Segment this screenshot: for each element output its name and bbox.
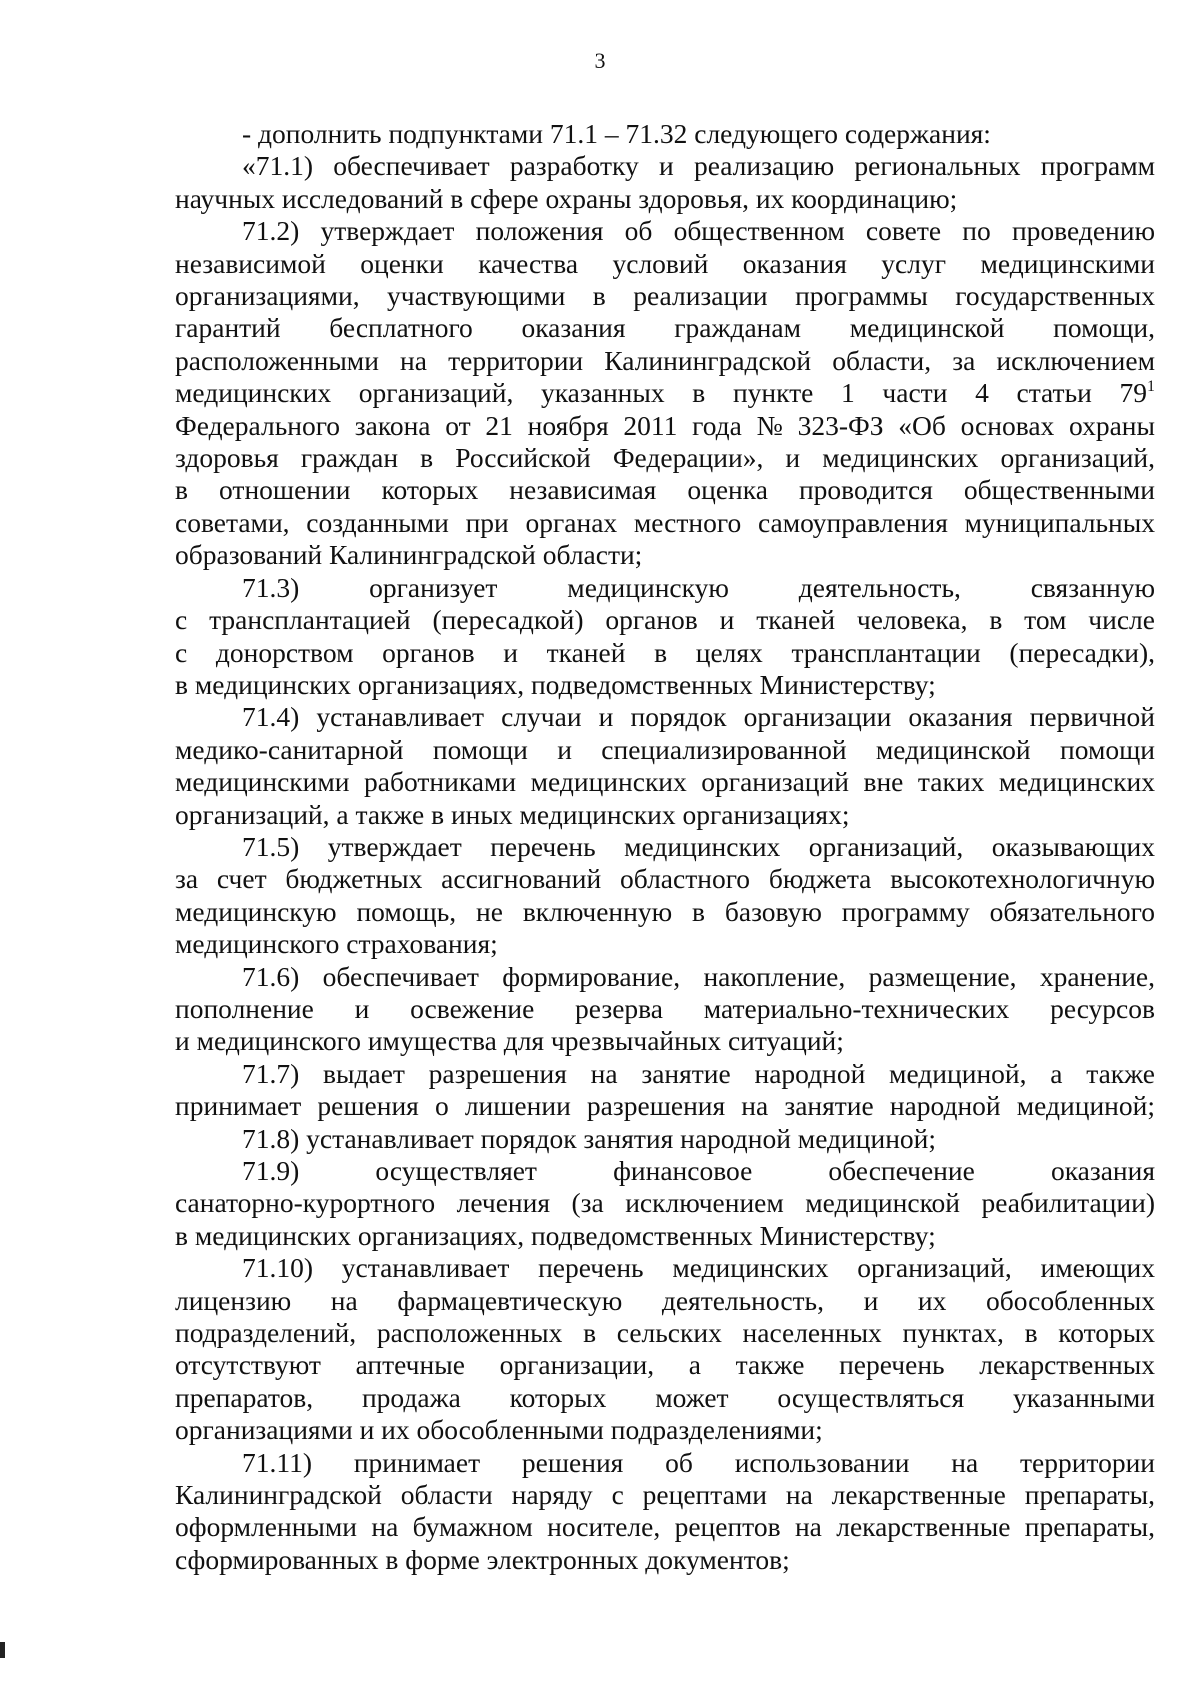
line-text: образований Калининградской области; [175, 539, 643, 571]
line-text: 71.10) устанавливает перечень медицинских организаций, имеющих [242, 1252, 1155, 1284]
line-text: 71.3) организует медицинскую деятельность, связанную [242, 571, 1155, 603]
text-line [175, 766, 1155, 798]
text-line [175, 345, 1155, 377]
text-line [175, 312, 1155, 344]
text-line [175, 701, 1155, 733]
line-text: препаратов, продажа которых может осуществляться указанными [175, 1381, 1155, 1413]
text-line [175, 442, 1155, 474]
line-text: санаторно-курортного лечения (за исключением медицинской реабилитации) [175, 1187, 1155, 1219]
text-line [175, 1479, 1155, 1511]
line-text: медико-санитарной помощи и специализированной медицинской помощи [175, 733, 1155, 765]
text-line [175, 215, 1155, 247]
line-text: 71.2) утверждает положения об общественном совете по проведению [242, 215, 1155, 247]
text-line [175, 1123, 1155, 1155]
line-text: с трансплантацией (пересадкой) органов и тканей человека, в том числе [175, 604, 1155, 636]
text-line [175, 410, 1155, 442]
page-number: 3 [594, 48, 606, 73]
text-line [175, 961, 1155, 993]
line-text: подразделений, расположенных в сельских населенных пунктах, в которых [175, 1317, 1155, 1349]
text-line [175, 928, 1155, 960]
line-text: 71.6) обеспечивает формирование, накопление, размещение, хранение, [242, 960, 1155, 992]
line-text: отсутствуют аптечные организации, а также перечень лекарственных [175, 1349, 1155, 1381]
line-text: организациями и их обособленными подразделениями; [175, 1414, 823, 1446]
text-line [175, 799, 1155, 831]
text-line [175, 1447, 1155, 1479]
text-line [175, 150, 1155, 182]
text-line [175, 604, 1155, 636]
line-text: Федерального закона от 21 ноября 2011 года № 323-ФЗ «Об основах охраны [175, 409, 1155, 441]
line-text: лицензию на фармацевтическую деятельность, и их обособленных [175, 1284, 1155, 1316]
line-text: медицинского страхования; [175, 928, 498, 960]
text-line [175, 474, 1155, 506]
line-text: и медицинского имущества для чрезвычайных ситуаций; [175, 1025, 844, 1057]
line-text: с донорством органов и тканей в целях трансплантации (пересадки), [175, 636, 1155, 668]
text-line [175, 831, 1155, 863]
text-line [175, 183, 1155, 215]
line-text: 71.4) устанавливает случаи и порядок организации оказания первичной [242, 701, 1155, 733]
line-text: советами, созданными при органах местного самоуправления муниципальных [175, 506, 1155, 538]
text-line [175, 637, 1155, 669]
text-line [175, 1025, 1155, 1057]
line-text: Калининградской области наряду с рецептами на лекарственные препараты, [175, 1479, 1155, 1511]
text-line [175, 669, 1155, 701]
text-line [175, 1382, 1155, 1414]
line-text: пополнение и освежение резерва материально-технических ресурсов [175, 992, 1155, 1024]
text-line [175, 1220, 1155, 1252]
line-text: организаций, а также в иных медицинских организациях; [175, 798, 850, 830]
line-text: оформленными на бумажном носителе, рецептов на лекарственные препараты, [175, 1511, 1155, 1543]
text-line [175, 1252, 1155, 1284]
line-text: расположенными на территории Калининградской области, за исключением [175, 344, 1155, 376]
line-text: - дополнить подпунктами 71.1 – 71.32 следующего содержания: [242, 118, 991, 149]
line-text: «71.1) обеспечивает разработку и реализацию региональных программ [242, 150, 1155, 182]
text-line [175, 1058, 1155, 1090]
text-line [175, 539, 1155, 571]
line-text: в медицинских организациях, подведомственных Министерству; [175, 668, 936, 700]
text-line [175, 118, 1155, 150]
text-line [175, 1414, 1155, 1446]
text-line [175, 896, 1155, 928]
text-line [175, 863, 1155, 895]
line-text: здоровья граждан в Российской Федерации», и медицинских организаций, [175, 442, 1155, 474]
text-line [175, 1544, 1155, 1576]
text-line [175, 993, 1155, 1025]
text-line [175, 280, 1155, 312]
line-text: медицинскую помощь, не включенную в базовую программу обязательного [175, 895, 1155, 927]
text-line [175, 1511, 1155, 1543]
line-text: 71.7) выдает разрешения на занятие народной медициной, а также [242, 1057, 1155, 1089]
line-text: в медицинских организациях, подведомственных Министерству; [175, 1219, 936, 1251]
text-line [175, 248, 1155, 280]
line-text: медицинских организаций, указанных в пункте 1 части 4 статьи 79 [175, 377, 1147, 409]
text-line [175, 1317, 1155, 1349]
line-text: научных исследований в сфере охраны здоровья, их координацию; [175, 182, 958, 214]
line-text: 71.5) утверждает перечень медицинских организаций, оказывающих [242, 830, 1155, 862]
line-text: 71.11) принимает решения об использовании на территории [242, 1446, 1155, 1478]
document-body [175, 118, 1155, 1576]
line-text: 71.9) осуществляет финансовое обеспечение оказания [242, 1155, 1155, 1186]
text-line [175, 1187, 1155, 1219]
line-text: гарантий бесплатного оказания гражданам медицинской помощи, [175, 312, 1155, 344]
line-text: за счет бюджетных ассигнований областного бюджета высокотехнологичную [175, 863, 1155, 895]
line-text: медицинскими работниками медицинских организаций вне таких медицинских [175, 766, 1155, 798]
text-line [175, 734, 1155, 766]
line-text: независимой оценки качества условий оказания услуг медицинскими [175, 247, 1155, 279]
line-text: организациями, участвующими в реализации программы государственных [175, 280, 1155, 312]
text-line [175, 1349, 1155, 1381]
text-line [175, 1155, 1155, 1187]
line-text: 71.8) устанавливает порядок занятия народной медициной; [242, 1122, 937, 1154]
line-text: принимает решения о лишении разрешения на занятие народной медициной; [175, 1090, 1155, 1122]
line-text: сформированных в форме электронных документов; [175, 1543, 790, 1575]
text-line [175, 572, 1155, 604]
line-text: в отношении которых независимая оценка проводится общественными [175, 474, 1155, 506]
text-line [175, 507, 1155, 539]
superscript: 1 [1147, 378, 1155, 396]
scan-edge-mark [0, 1642, 5, 1658]
text-line [175, 1285, 1155, 1317]
text-line [175, 1090, 1155, 1122]
text-line [175, 377, 1155, 409]
